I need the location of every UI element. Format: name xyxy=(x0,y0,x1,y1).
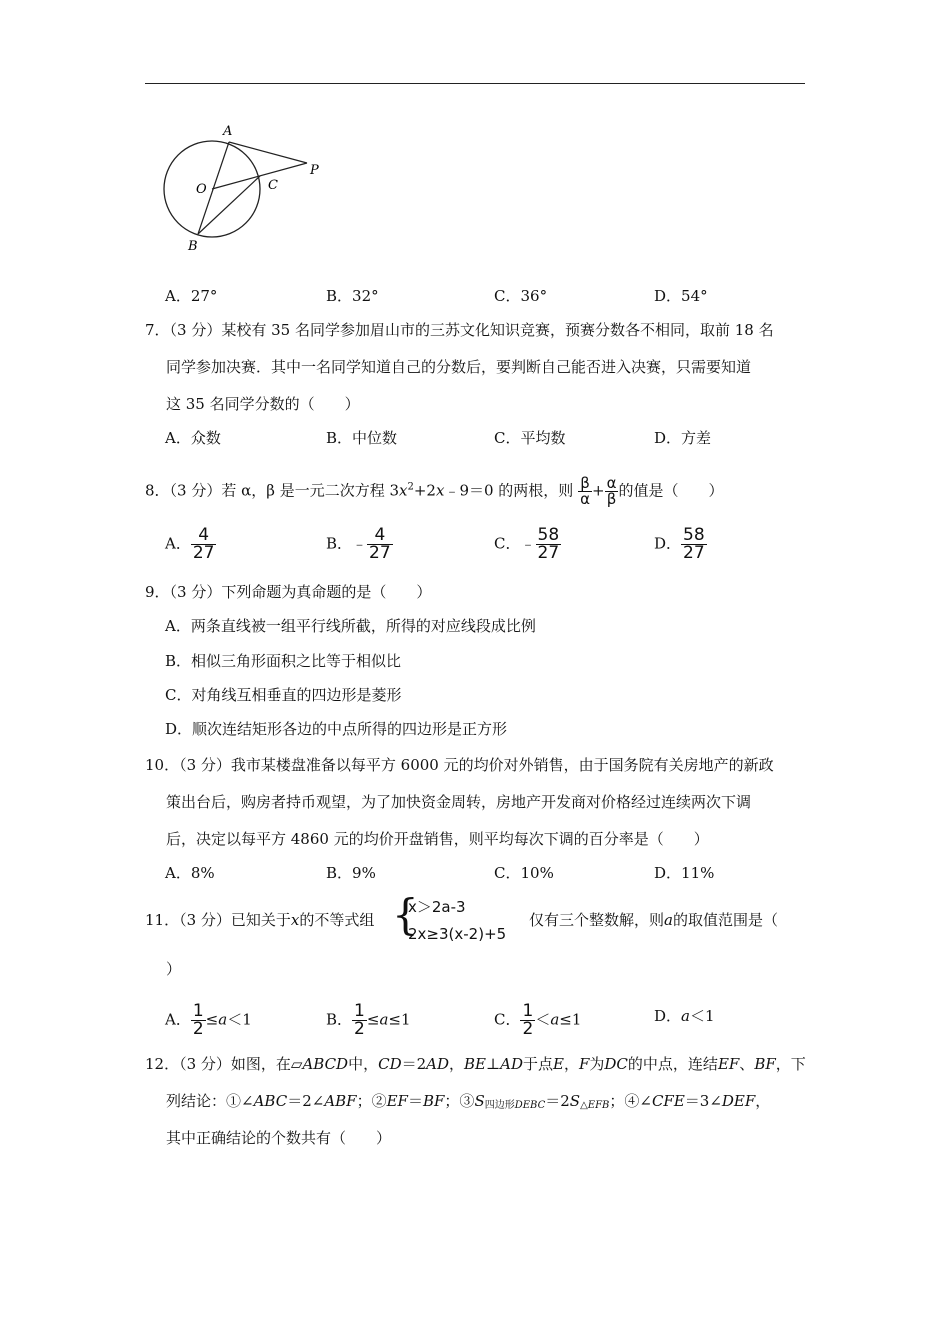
q12-stem-line-1: 12．（3 分）如图，在▱ABCD中，CD＝2AD，BE⊥AD于点E，F为DC的中点，连结EF、BF，下 xyxy=(145,1055,806,1073)
q9-stem: 9．（3 分）下列命题为真命题的是（ ） xyxy=(145,583,432,601)
q10-stem-line-2: 策出台后，购房者持币观望，为了加快资金周转，房地产开发商对价格经过连续两次下调 xyxy=(166,793,752,811)
q8-option-b: B．﹣ $\frac{4}{27}$ xyxy=(326,525,391,563)
fraction-alpha-over-beta: $\frac{\alpha}{\beta}$ xyxy=(606,474,617,508)
label-a: A xyxy=(223,124,233,139)
q11-option-a: A． $\frac{1}{2}$ ≤a＜1 xyxy=(165,1001,252,1039)
q8-mid2: ﹣9＝0 的两根，则 xyxy=(444,481,574,500)
label-o: O xyxy=(196,182,207,197)
plus-sign: + xyxy=(591,481,605,500)
q10-option-b: B．9% xyxy=(326,864,376,882)
q8-option-a: A． $\frac{4}{27}$ xyxy=(165,525,215,563)
q10-option-d: D．11% xyxy=(654,864,715,882)
inequality-1: x＞2a-3 xyxy=(408,898,466,916)
q7-option-b: B．中位数 xyxy=(326,429,398,447)
q8-suffix: 的值是（ ） xyxy=(618,481,724,500)
q9-option-d: D．顺次连结矩形各边的中点所得的四边形是正方形 xyxy=(165,720,508,738)
q6-option-b: B．32° xyxy=(326,287,379,305)
var-x: x xyxy=(435,481,445,500)
circle-tangent-figure xyxy=(155,118,330,258)
label-p: P xyxy=(310,163,319,178)
label-b: B xyxy=(188,239,198,254)
var-x: x xyxy=(399,481,408,500)
q7-stem-line-1: 7．（3 分）某校有 35 名同学参加眉山市的三苏文化知识竞赛，预赛分数各不相同，取前 18 名 xyxy=(145,321,774,339)
q7-option-d: D．方差 xyxy=(654,429,712,447)
q9-option-a: A．两条直线被一组平行线所截，所得的对应线段成比例 xyxy=(165,617,536,635)
q11-option-d: D．a＜1 xyxy=(654,1007,715,1025)
q9-option-b: B．相似三角形面积之比等于相似比 xyxy=(165,652,402,670)
q7-option-c: C．平均数 xyxy=(494,429,566,447)
q8-stem xyxy=(145,476,723,507)
q7-stem-line-2: 同学参加决赛．其中一名同学知道自己的分数后，要判断自己能否进入决赛，只需要知道 xyxy=(166,358,752,376)
q7-stem-line-3: 这 35 名同学分数的（ ） xyxy=(166,395,360,413)
q8-option-d: D． $\frac{58}{27}$ xyxy=(654,525,705,563)
exponent: 2 xyxy=(407,481,414,493)
q12-stem-line-3: 其中正确结论的个数共有（ ） xyxy=(166,1129,392,1147)
q11-close-paren: ） xyxy=(166,960,182,978)
var-a: a xyxy=(664,911,673,929)
q11-stem-right: 仅有三个整数解，则a的取值范围是（ xyxy=(529,911,778,929)
q12-stem-line-2: 列结论：①∠ABC＝2∠ABF；②EF＝BF；$③S_{四边形DEBC}=2S_{\triangle EFB}$；④∠CFE＝3∠DEF， xyxy=(166,1092,771,1111)
inequality-2: 2x≥3(x-2)+5 xyxy=(408,925,507,943)
q8-prefix: 8．（3 分）若 α，β 是一元二次方程 3 xyxy=(145,481,400,500)
q10-stem-line-3: 后，决定以每平方 4860 元的均价开盘销售，则平均每次下调的百分率是（ ） xyxy=(166,830,709,848)
q8-option-c: C．﹣ $\frac{58}{27}$ xyxy=(494,525,560,563)
system-brace: { xyxy=(392,890,419,939)
q11-option-c: C． $\frac{1}{2}$ ＜a≤1 xyxy=(494,1001,582,1039)
q10-option-a: A．8% xyxy=(165,864,215,882)
q11-stem-left: 11．（3 分）已知关于x的不等式组 xyxy=(145,911,375,929)
q10-option-c: C．10% xyxy=(494,864,554,882)
q8-mid1: +2 xyxy=(413,481,436,500)
segment-ap xyxy=(229,142,307,163)
label-c: C xyxy=(268,178,278,193)
header-rule xyxy=(145,83,805,84)
q6-option-d: D．54° xyxy=(654,287,708,305)
var-x: x xyxy=(290,911,300,929)
q11-option-b: B． $\frac{1}{2}$ ≤a≤1 xyxy=(326,1001,411,1039)
q6-option-c: C．36° xyxy=(494,287,548,305)
q10-stem-line-1: 10．（3 分）我市某楼盘准备以每平方 6000 元的均价对外销售，由于国务院有关房地产的新政 xyxy=(145,756,774,774)
fraction-beta-over-alpha: $\frac{\beta}{\alpha}$ xyxy=(580,474,590,508)
q6-option-a: A．27° xyxy=(165,287,218,305)
q7-option-a: A．众数 xyxy=(165,429,221,447)
q9-option-c: C．对角线互相垂直的四边形是菱形 xyxy=(165,686,402,704)
